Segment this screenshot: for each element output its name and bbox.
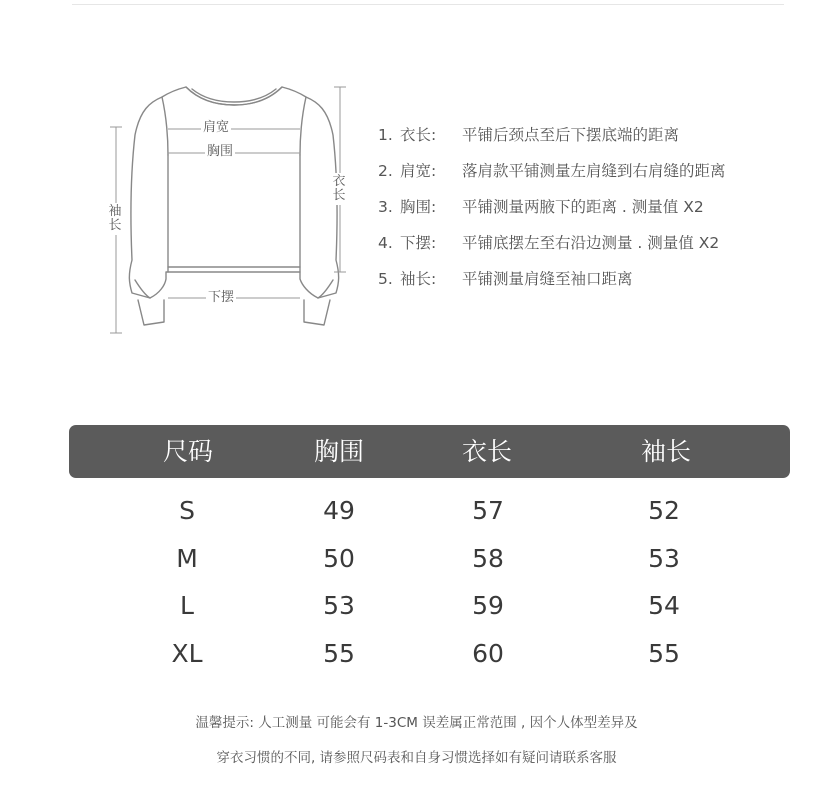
cell-sleeve: 55: [648, 638, 680, 668]
cell-chest: 49: [323, 496, 355, 525]
table-body: [69, 478, 790, 677]
note-term: 衣长:: [400, 126, 437, 144]
footnote-line-1: 温馨提示: 人工测量 可能会有 1-3CM 误差属正常范围 , 因个人体型差异及: [195, 715, 638, 731]
note-term: 下摆:: [400, 234, 437, 252]
cell-size: L: [180, 591, 194, 620]
cell-size: S: [179, 496, 195, 525]
shoulder-label: 肩宽: [203, 120, 230, 135]
size-table: [69, 425, 790, 677]
note-description: 平铺底摆左至右沿边测量 . 测量值 X2: [462, 234, 720, 252]
note-item: [378, 158, 726, 194]
table-row: [69, 630, 790, 678]
note-number: 1.: [378, 126, 393, 144]
note-number: 5.: [378, 270, 393, 288]
body-length-label: 衣长: [332, 174, 346, 203]
hem-label: 下摆: [208, 290, 235, 305]
note-item: [378, 194, 726, 230]
header-chest: 胸围: [313, 437, 365, 466]
note-description: 平铺测量肩缝至袖口距离: [462, 270, 633, 288]
note-term: 袖长:: [400, 270, 437, 288]
note-term: 肩宽:: [400, 162, 437, 180]
table-row: [69, 582, 790, 630]
note-description: 平铺后颈点至后下摆底端的距离: [462, 126, 680, 144]
sleeve-length-label: 袖长: [108, 204, 122, 233]
cell-size: XL: [171, 638, 203, 668]
cell-length: 59: [472, 591, 504, 620]
footnote-line-2: 穿衣习惯的不同, 请参照尺码表和自身习惯选择如有疑问请联系客服: [216, 750, 617, 766]
cell-length: 58: [472, 543, 504, 573]
cell-length: 57: [472, 496, 504, 525]
cell-size: M: [176, 543, 198, 573]
cell-chest: 53: [323, 591, 355, 620]
measurement-notes: [378, 122, 726, 302]
cell-length: 60: [472, 638, 504, 668]
top-divider: [72, 4, 784, 5]
table-row: [69, 487, 790, 535]
note-item: [378, 230, 726, 266]
header-size: 尺码: [162, 437, 214, 466]
table-header: [69, 425, 790, 478]
note-description: 平铺测量两腋下的距离 . 测量值 X2: [462, 198, 704, 216]
note-number: 4.: [378, 234, 393, 252]
cell-sleeve: 53: [648, 543, 680, 573]
cell-sleeve: 54: [648, 591, 680, 620]
chest-label: 胸围: [207, 144, 234, 159]
sweatshirt-diagram: [100, 75, 360, 345]
note-number: 3.: [378, 198, 393, 216]
header-sleeve: 袖长: [640, 437, 692, 466]
note-item: [378, 122, 726, 158]
note-item: [378, 266, 726, 302]
table-row: [69, 535, 790, 583]
cell-chest: 50: [323, 543, 355, 573]
cell-chest: 55: [323, 638, 355, 668]
header-length: 衣长: [461, 437, 513, 466]
note-description: 落肩款平铺测量左肩缝到右肩缝的距离: [462, 162, 726, 180]
note-term: 胸围:: [400, 198, 437, 216]
cell-sleeve: 52: [648, 496, 680, 525]
note-number: 2.: [378, 162, 393, 180]
